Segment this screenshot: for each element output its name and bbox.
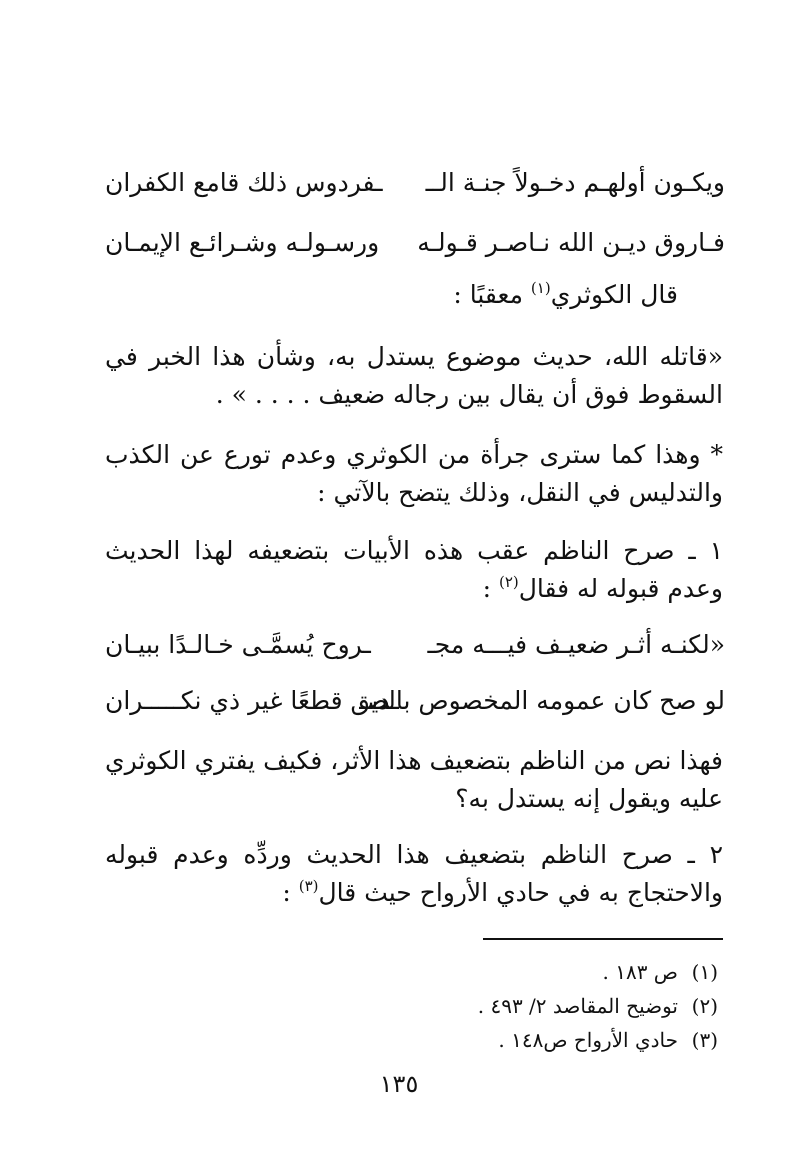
footnote-mark: (٣) bbox=[298, 877, 319, 895]
item-2-tail: : bbox=[282, 878, 299, 907]
verse-line bbox=[105, 168, 725, 198]
footnote bbox=[478, 994, 718, 1018]
verse-first-hemistich: ويكـون أولهـم دخـولاً جنـة الــ bbox=[425, 168, 725, 197]
intro-line bbox=[453, 279, 678, 309]
commentary-paragraph: فهذا نص من الناظم بتضعيف هذا الأثر، فكيف يفتري الكوثري عليه ويقول إنه يستدل به؟ bbox=[105, 746, 723, 813]
footnote-mark: (١) bbox=[530, 279, 551, 297]
footnote bbox=[498, 1028, 718, 1052]
note-paragraph: * وهذا كما سترى جرأة من الكوثري وعدم تورع عن الكذب والتدليس في النقل، وذلك يتضح بالآتي : bbox=[105, 440, 723, 507]
verse-first-hemistich: فـاروق ديـن الله نـاصـر قـولـه bbox=[417, 228, 725, 257]
page-number: ١٣٥ bbox=[379, 1070, 419, 1098]
footnote-text: ص ١٨٣ . bbox=[602, 960, 678, 984]
verse-line bbox=[105, 686, 725, 716]
verse-second-hemistich: ـروح يُسمَّـى خـالـدًا ببيـان bbox=[105, 630, 371, 659]
verse-second-hemistich: ورسـولـه وشـرائـع الإيمـان bbox=[105, 228, 380, 257]
footnote-number: (٢) bbox=[691, 994, 718, 1018]
verse-second-hemistich: ـديق قطعًا غير ذي نكـــــران bbox=[105, 686, 399, 715]
footnote-number: (٣) bbox=[691, 1028, 718, 1052]
footnote-separator bbox=[483, 938, 723, 940]
verse-line bbox=[105, 228, 725, 258]
quote-paragraph: «قاتله الله، حديث موضوع يستدل به، وشأن هذا الخبر في السقوط فوق أن يقال بين رجاله ضعيف . . . . » . bbox=[105, 342, 723, 409]
item-2-paragraph bbox=[105, 836, 723, 912]
verse-first-hemistich: لو صح كان عمومه المخصوص بالصـ bbox=[359, 686, 725, 715]
footnote-text: توضيح المقاصد ٢/ ٤٩٣ . bbox=[477, 994, 678, 1018]
intro-tail: معقبًا : bbox=[453, 280, 531, 309]
item-1-paragraph bbox=[105, 532, 723, 608]
footnote bbox=[603, 960, 719, 984]
verse-first-hemistich: «لكنـه أثـر ضعيـف فيـــه مجـ bbox=[427, 630, 725, 659]
footnote-number: (١) bbox=[691, 960, 718, 984]
verse-second-hemistich: ـفردوس ذلك قامع الكفران bbox=[105, 168, 383, 197]
verse-line bbox=[105, 630, 725, 660]
item-1-tail: : bbox=[482, 574, 499, 603]
footnote-text: حادي الأرواح ص١٤٨ . bbox=[498, 1028, 678, 1052]
footnote-mark: (٢) bbox=[498, 573, 519, 591]
intro-text: قال الكوثري bbox=[550, 280, 678, 309]
item-1-text: ١ ـ صرح الناظم عقب هذه الأبيات بتضعيفه لهذا الحديث وعدم قبوله له فقال bbox=[105, 536, 723, 603]
item-2-text: ٢ ـ صرح الناظم بتضعيف هذا الحديث وردِّه وعدم قبوله والاحتجاج به في حادي الأرواح حيث قال bbox=[105, 840, 723, 907]
